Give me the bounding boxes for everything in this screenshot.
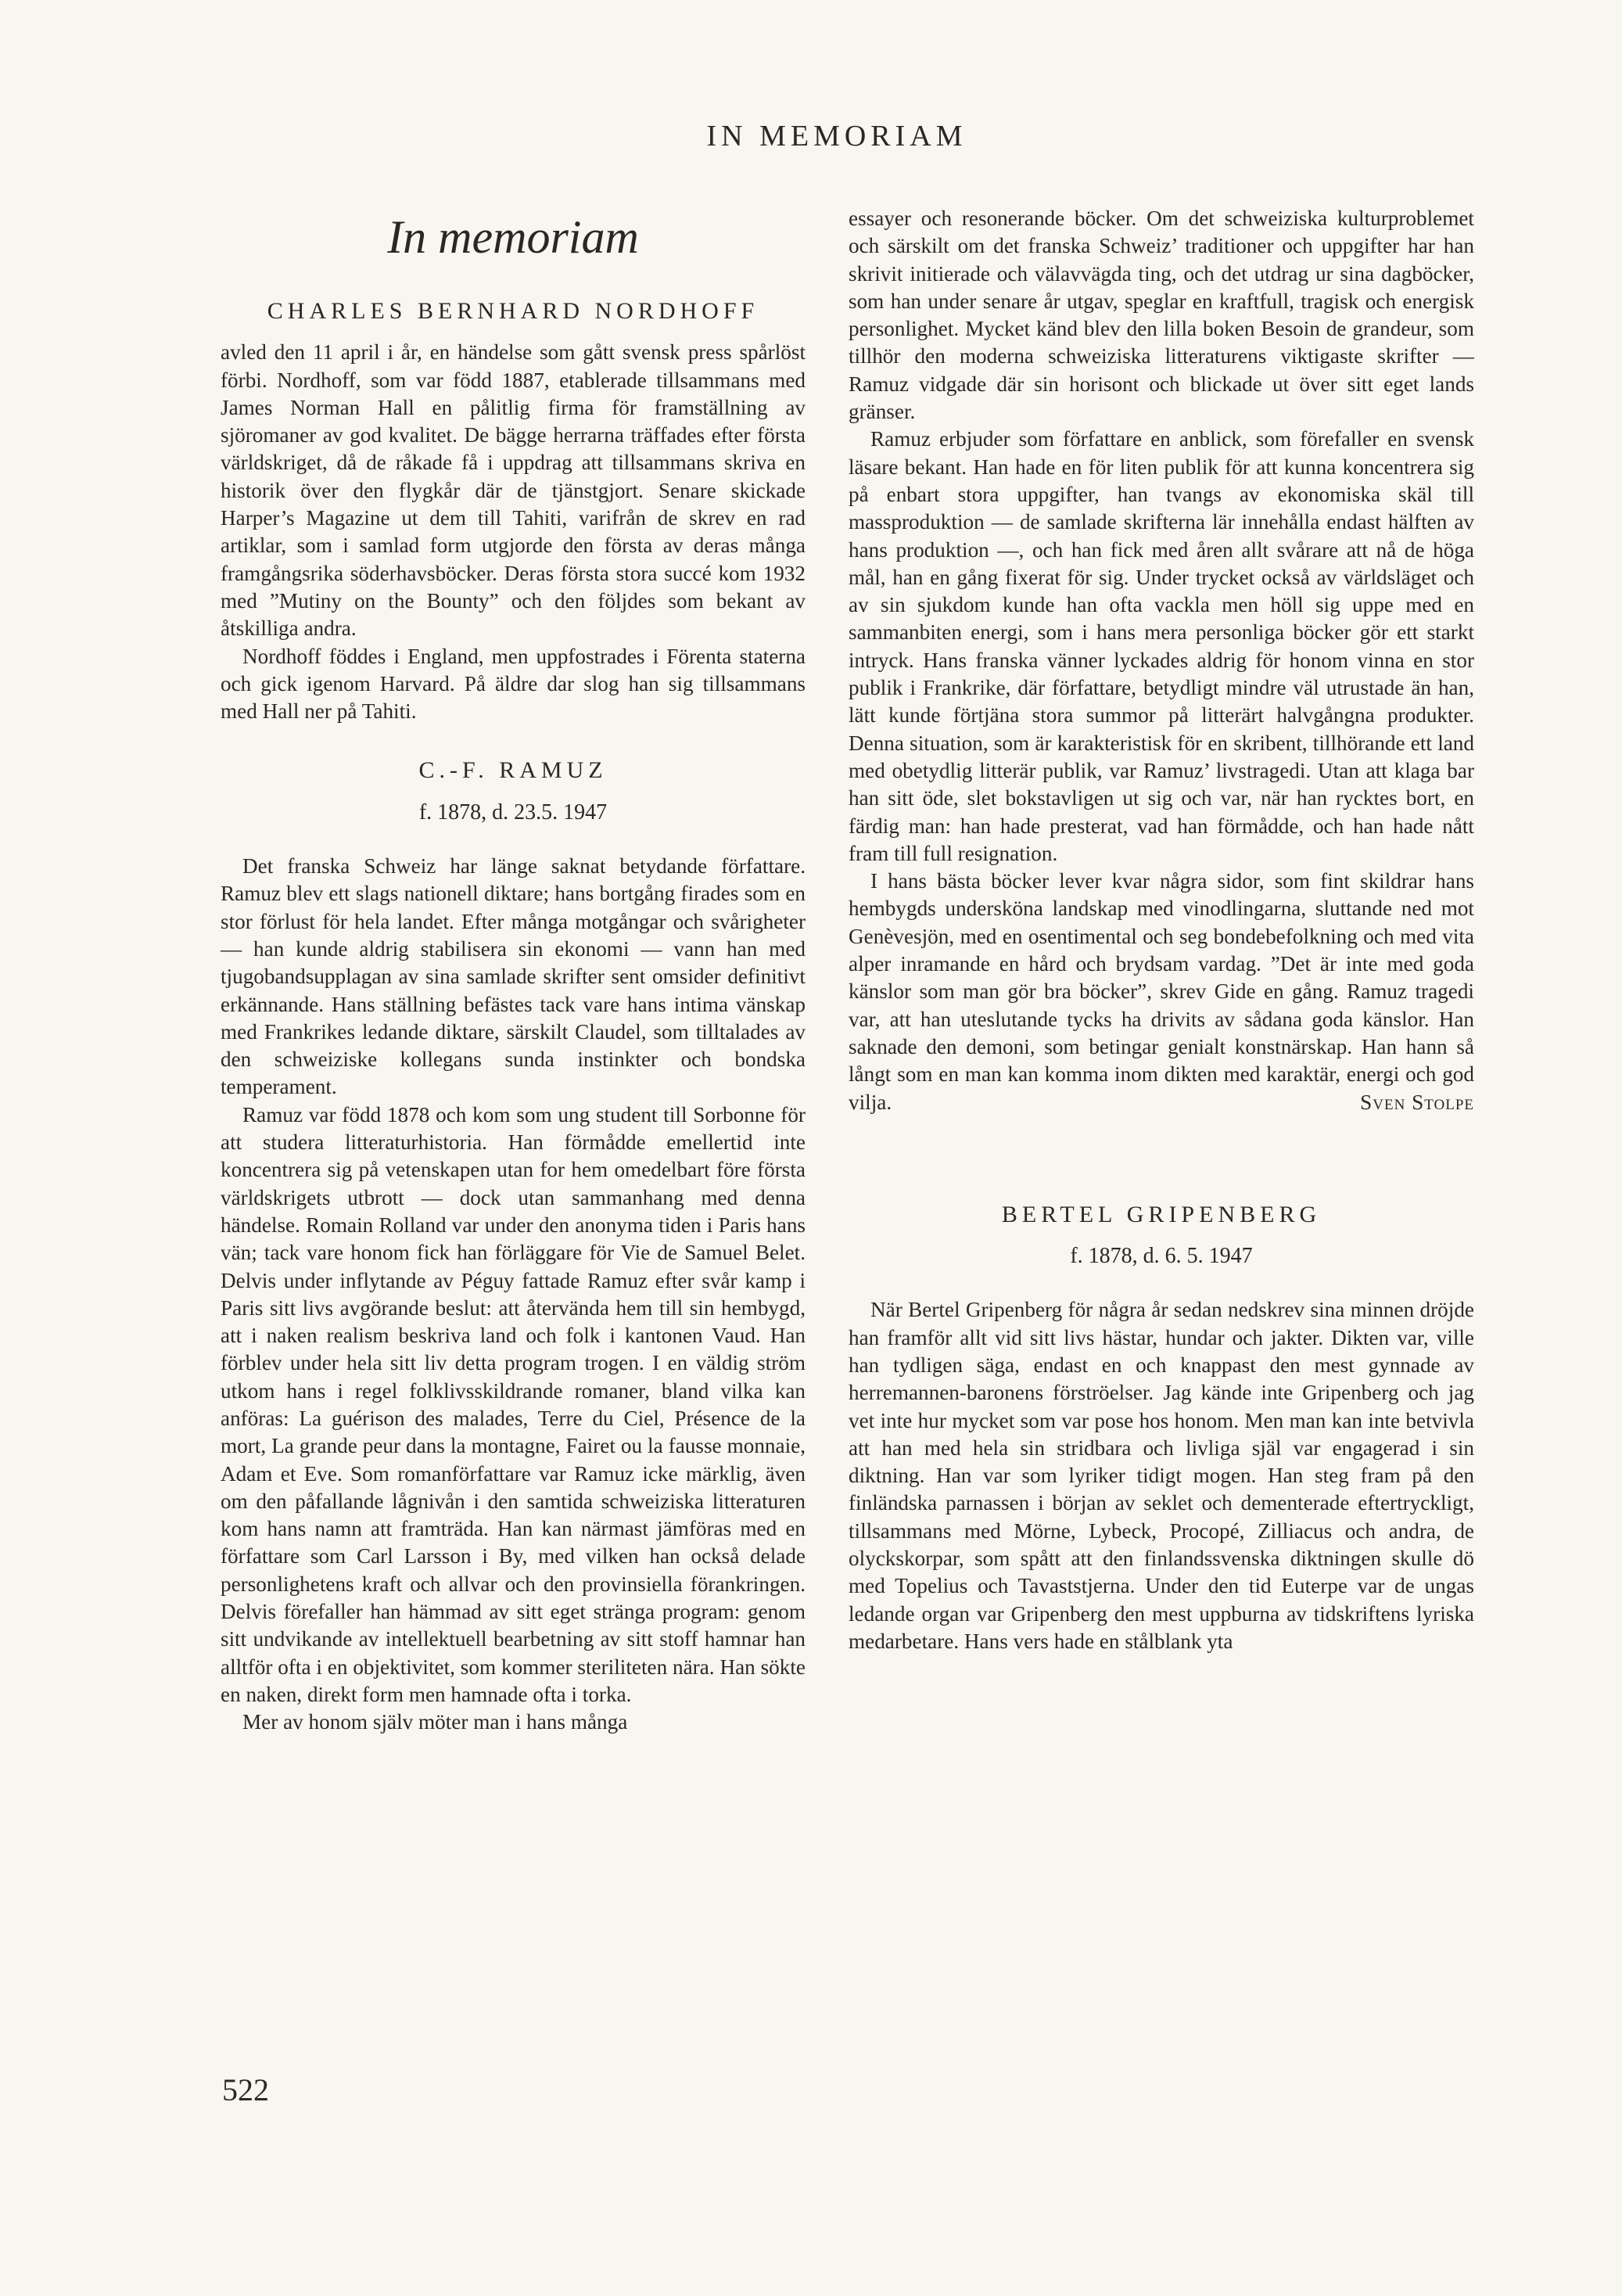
signature: Sven Stolpe	[1360, 1090, 1474, 1114]
ramuz-paragraph: Mer av honom själv möter man i hans många	[242, 1710, 628, 1734]
ramuz-paragraph-last	[849, 868, 1474, 1116]
left-column	[221, 202, 806, 1737]
nordhoff-paragraph: Nordhoff föddes i England, men uppfostrades i Förenta staterna och gick igenom Harvard. På äldre dar slog han sig tillsammans med Hall ner på Tahiti.	[221, 644, 806, 724]
gripenberg-paragraph: När Bertel Gripenberg för några år sedan nedskrev sina minnen dröjde han framför allt vid sitt livs hästar, hundar och jakter. Dikten var, ville han tydligen säga, endast en och knappast den mest gynnade av herremannen-baronens förströelser. Jag kände inte Gripenberg och jag vet inte hur mycket som var pose hos honom. Men man kan inte betvivla att han med hela sin stridbara och livliga själ var engagerad i sin diktning. Han var som lyriker tidigt mogen. Han steg fram på den finländska parnassen i början av seklet och dementerade eftertryckligt, tillsammans med Mörne, Lybeck, Procopé, Zilliacus och andra, de olyckskorpar, som spått att den finlandssvenska diktningen skulle dö med Topelius och Tavaststjerna. Under den tid Euterpe var de ungas ledande organ var Gripenberg den mest uppburna av tidskriftens lyriska medarbetare. Hans vers hade en stålblank yta	[849, 1298, 1474, 1653]
gripenberg-heading: BERTEL GRIPENBERG	[1001, 1201, 1322, 1227]
right-column	[849, 205, 1474, 1655]
page-number: 522	[222, 2072, 269, 2107]
ramuz-paragraph: Det franska Schweiz har länge saknat betydande författare. Ramuz blev ett slags nationell diktare; hans bortgång firades som en stor förlust för hela landet. Efter många motgångar och svårigheter — han kunde aldrig stabilisera sin ekonomi — vann han med tjugobandsupplagan av sina samlade skrifter sent omsider definitivt erkännande. Hans ställning befästes tack vare hans intima vänskap med Frankrikes ledande diktare, särskilt Claudel, som tilltalades av den schweiziske kollegans sunda instinkter och bondska temperament.	[221, 854, 806, 1099]
ramuz-paragraph: essayer och resonerande böcker. Om det schweiziska kulturproblemet och särskilt om det franska Schweiz’ traditioner och uppgifter har han skrivit initierade och välavvägda ting, och det utdrag ur sina dagböcker, som han under senare år utgav, speglar en kraftfull, tragisk och energisk personlighet. Mycket känd blev den lilla boken Besoin de grandeur, som tillhör den moderna schweiziska litteraturens viktigaste skrifter — Ramuz vidgade där sin horisont och blickade ut över sitt eget lands gränser.	[849, 207, 1474, 424]
ramuz-paragraph: Ramuz var född 1878 och kom som ung student till Sorbonne för att studera litteraturhistoria. Han förmådde emellertid inte koncentrera sig på vetenskapen utan for hem omedelbart före första världskrigets utbrott — dock utan sammanhang med denna händelse. Romain Rolland var under den anonyma tiden i Paris hans vän; tack vare honom fick han förläggare för Vie de Samuel Belet. Delvis under inflytande av Péguy fattade Ramuz efter svår kamp i Paris sitt livs avgörande beslut: att återvända hem till sin hembygd, att i naken realism beskriva land och folk i kantonen Vaud. Han förblev under hela sitt liv detta program trogen. I en väldig ström utkom hans i regel folklivsskildrande romaner, bland vilka kan anföras: La guérison des malades, Terre du Ciel, Présence de la mort, La grande peur dans la montagne, Fairet ou la fausse monnaie, Adam et Eve. Som romanförfattare var Ramuz icke märklig, även om den påfallande lågnivån i den samtida schweiziska litteraturen kom hans namn att framträda. Han kan närmast jämföras med en författare som Carl Larsson i By, med vilken han också delade personlighetens kraft och allvar och den provinsiella förankringen. Delvis förefaller han hämmad av sitt eget stränga program: genom sitt undvikande av intellektuell bearbetning av sitt stoff hamnar han alltför ofta i en objektivitet, som kommer steriliteten nära. Han sökte en naken, direkt form men hamnade ofta i torka.	[221, 1102, 806, 1706]
gripenberg-dates: f. 1878, d. 6. 5. 1947	[1070, 1244, 1253, 1269]
ramuz-paragraph-text: I hans bästa böcker lever kvar några sidor, som fint skildrar hans hembygds undersköna landskap med vinodlingarna, sluttande ned mot Genèvesjön, med en osentimental och seg bondebefolkning och med vita alper inramande en hård och brydsam vardag. ”Det är inte med goda känslor som man gör bra böcker”, skrev Gide en gång. Ramuz tragedi var, att han uteslutande tycks ha drivits av sådana goda känslor. Han saknade den demoni, som betingar genialt konstnärskap. Han hann så långt som en man kan komma inom dikten med karaktär, energi och god vilja.	[849, 869, 1474, 1114]
nordhoff-paragraph: avled den 11 april i år, en händelse som gått svensk press spårlöst förbi. Nordhoff, som var född 1887, etablerade tillsammans med James Norman Hall en pålitlig firma för framställning av sjöromaner av god kvalitet. De bägge herrarna träffades efter första världskriget, då de råkade få i uppdrag att tillsammans skriva en historik över den flygkår där de tjänstgjort. Senare skickade Harper’s Magazine ut dem till Tahiti, varifrån de skrev en rad artiklar, som i samlad form utgjorde den första av deras många framgångsrika söderhavsböcker. Deras första stora succé kom 1932 med ”Mutiny on the Bounty” och den följdes som bekant av åtskilliga andra.	[221, 340, 806, 641]
ramuz-dates: f. 1878, d. 23.5. 1947	[418, 799, 608, 825]
nordhoff-heading: CHARLES BERNHARD NORDHOFF	[267, 298, 759, 324]
article-title: In memoriam	[387, 211, 639, 263]
ramuz-paragraph: Ramuz erbjuder som författare en anblick, som förefaller en svensk läsare bekant. Han hade en för liten publik för att kunna koncentrera sig på enbart stora uppgifter, han tvangs av ekonomiska skäl till massproduktion — de samlade skrifterna lär innehålla endast hälften av hans produktion —, och han fick med åren allt svårare att nå de höga mål, han en gång fixerat för sig. Under trycket också av världsläget och av sin sjukdom kunde han ofta vackla men höll sig uppe med en sammanbiten energi, som i hans mera personliga böcker gör ett starkt intryck. Hans franska vänner lyckades aldrig för honom vinna en stor publik i Frankrike, där författare, betydligt mindre väl utrustade än han, lätt kunde förtjäna stora summor på litterärt halvgångna produkter. Denna situation, som är karakteristisk för en skribent, tillhörande ett land med obetydlig litterär publik, var Ramuz’ livstragedi. Utan att klaga bar han sitt öde, slet bokstavligen ut sig och var, när han rycktes bort, en färdig man: han hade presterat, vad han förmådde, och han hade nått fram till full resignation.	[849, 427, 1474, 865]
running-head: IN MEMORIAM	[706, 120, 967, 153]
ramuz-heading: C.-F. RAMUZ	[418, 757, 608, 784]
